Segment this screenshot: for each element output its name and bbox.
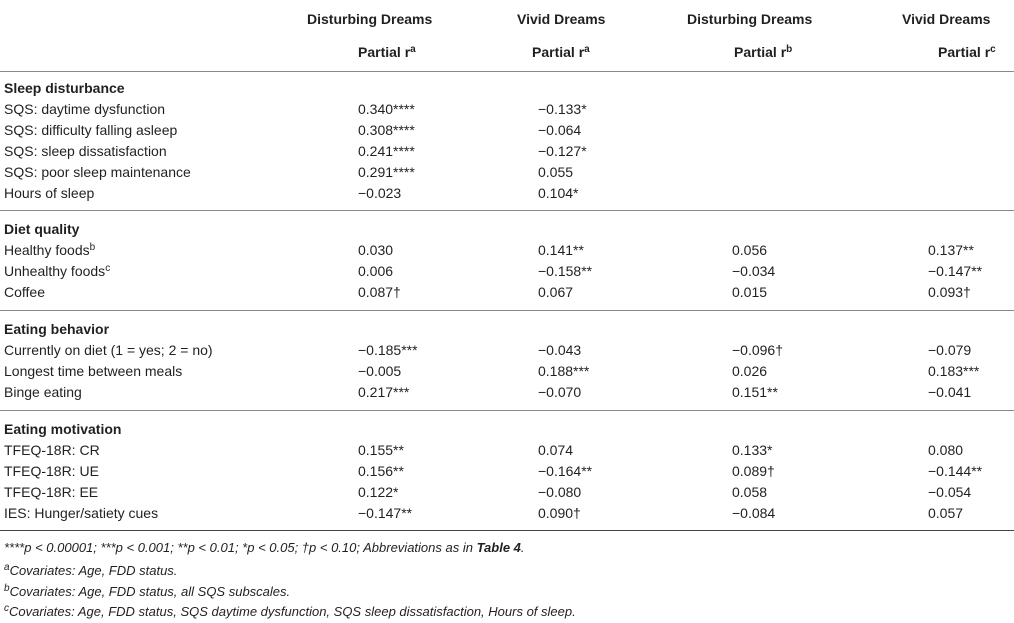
- cell-col3: 0.089†: [732, 463, 775, 479]
- cell-col2: −0.164**: [538, 463, 593, 479]
- header-col1-sub-text: Partial r: [358, 44, 411, 60]
- header-col3-sub-text: Partial r: [734, 44, 787, 60]
- row-label: IES: Hunger/satiety cues: [4, 505, 159, 521]
- table-bottom-rule: [0, 530, 1014, 531]
- cell-col4: 0.080: [928, 442, 964, 458]
- footnote-b-mark: b: [4, 583, 10, 594]
- cell-col1: 0.291****: [358, 164, 415, 180]
- footnote-a-text: Covariates: Age, FDD status.: [9, 563, 178, 578]
- cell-col4: −0.041: [928, 384, 972, 400]
- row-label: Hours of sleep: [4, 185, 95, 201]
- cell-col4: −0.147**: [928, 263, 983, 279]
- cell-col1: −0.147**: [358, 505, 413, 521]
- cell-col1: 0.155**: [358, 442, 404, 458]
- cell-col2: 0.141**: [538, 242, 584, 258]
- cell-col4: 0.093†: [928, 284, 971, 300]
- row-label: TFEQ-18R: CR: [4, 442, 100, 458]
- section-title-row: [0, 319, 1014, 340]
- table-row: [0, 440, 1014, 461]
- footnote-period: .: [520, 540, 525, 555]
- header-col1-sub: [358, 44, 416, 60]
- cell-col3: 0.133*: [732, 442, 773, 458]
- table-row: [0, 382, 1014, 403]
- section-divider: [0, 310, 1014, 311]
- header-col3-sub: [734, 44, 792, 60]
- footnote-c: [4, 603, 576, 621]
- footnote-table-ref: Table 4: [476, 540, 521, 555]
- row-label: TFEQ-18R: UE: [4, 463, 99, 479]
- section-title: Sleep disturbance: [4, 80, 125, 96]
- row-label: [4, 240, 95, 261]
- cell-col2: −0.127*: [538, 143, 587, 159]
- section-title: Diet quality: [4, 221, 80, 237]
- cell-col3: 0.026: [732, 363, 768, 379]
- footnote-c-text: Covariates: Age, FDD status, SQS daytime dysfunction, SQS sleep dissatisfaction, Hours of sleep.: [9, 604, 576, 619]
- header-divider: [0, 71, 1014, 72]
- cell-col3: 0.015: [732, 284, 768, 300]
- row-label: Coffee: [4, 284, 45, 300]
- table-row: [0, 282, 1014, 303]
- section-title-row: [0, 78, 1014, 99]
- row-label: Longest time between meals: [4, 363, 183, 379]
- row-label: Currently on diet (1 = yes; 2 = no): [4, 342, 213, 358]
- row-label: TFEQ-18R: EE: [4, 484, 99, 500]
- header-col2-sub: [532, 44, 590, 60]
- cell-col2: 0.104*: [538, 185, 579, 201]
- cell-col4: −0.144**: [928, 463, 983, 479]
- header-col4-sub-text: Partial r: [938, 44, 991, 60]
- cell-col4: 0.057: [928, 505, 964, 521]
- header-col4-sub: [938, 44, 996, 60]
- cell-col3: −0.084: [732, 505, 776, 521]
- header-col2-sup: a: [584, 44, 590, 55]
- cell-col3: 0.058: [732, 484, 768, 500]
- cell-col1: 0.122*: [358, 484, 399, 500]
- cell-col1: 0.217***: [358, 384, 410, 400]
- section-title: Eating behavior: [4, 321, 110, 337]
- footnote-a-mark: a: [4, 562, 10, 573]
- row-label-text: Healthy foods: [4, 242, 90, 258]
- cell-col1: 0.156**: [358, 463, 404, 479]
- cell-col1: 0.087†: [358, 284, 401, 300]
- footnote-a: [4, 562, 177, 580]
- footnote-b: [4, 583, 290, 601]
- table-row: [0, 340, 1014, 361]
- section-title-row: [0, 419, 1014, 440]
- header-col2-sub-text: Partial r: [532, 44, 585, 60]
- cell-col3: 0.056: [732, 242, 768, 258]
- footnote-significance: [4, 539, 525, 557]
- row-label-sup: b: [89, 242, 96, 253]
- header-col1-title: Disturbing Dreams: [307, 11, 433, 27]
- row-label-text: Unhealthy foods: [4, 263, 106, 279]
- footnote-b-text: Covariates: Age, FDD status, all SQS subscales.: [9, 584, 291, 599]
- section-divider: [0, 210, 1014, 211]
- section-title-row: [0, 219, 1014, 240]
- table-row: [0, 461, 1014, 482]
- row-label: SQS: sleep dissatisfaction: [4, 143, 167, 159]
- header-col3-sup: b: [786, 44, 793, 55]
- cell-col1: 0.006: [358, 263, 394, 279]
- cell-col3: 0.151**: [732, 384, 778, 400]
- row-label: Binge eating: [4, 384, 82, 400]
- cell-col2: −0.064: [538, 122, 582, 138]
- cell-col3: −0.096†: [732, 342, 783, 358]
- table-row: [0, 99, 1014, 120]
- row-label: [4, 261, 110, 282]
- cell-col2: −0.133*: [538, 101, 587, 117]
- cell-col2: −0.043: [538, 342, 582, 358]
- cell-col4: −0.054: [928, 484, 972, 500]
- section-title: Eating motivation: [4, 421, 122, 437]
- table-row: [0, 361, 1014, 382]
- cell-col2: −0.080: [538, 484, 582, 500]
- table-row: [0, 183, 1014, 204]
- cell-col2: 0.055: [538, 164, 574, 180]
- cell-col2: 0.188***: [538, 363, 590, 379]
- cell-col1: −0.185***: [358, 342, 418, 358]
- row-label: SQS: poor sleep maintenance: [4, 164, 191, 180]
- table-row: [0, 162, 1014, 183]
- header-col4-title: Vivid Dreams: [902, 11, 991, 27]
- row-label: SQS: daytime dysfunction: [4, 101, 166, 117]
- cell-col1: −0.023: [358, 185, 402, 201]
- header-col3-title: Disturbing Dreams: [687, 11, 813, 27]
- cell-col3: −0.034: [732, 263, 776, 279]
- table-row: [0, 141, 1014, 162]
- footnote-c-mark: c: [4, 603, 9, 614]
- cell-col4: 0.137**: [928, 242, 974, 258]
- table-row: [0, 120, 1014, 141]
- footnote-significance-text: ****p < 0.00001; ***p < 0.001; **p < 0.01; *p < 0.05; †p < 0.10; Abbreviations as in: [4, 540, 477, 555]
- cell-col1: 0.340****: [358, 101, 415, 117]
- header-col2-title: Vivid Dreams: [517, 11, 606, 27]
- cell-col2: 0.074: [538, 442, 574, 458]
- cell-col2: 0.067: [538, 284, 574, 300]
- section-divider: [0, 410, 1014, 411]
- cell-col1: −0.005: [358, 363, 402, 379]
- cell-col1: 0.241****: [358, 143, 415, 159]
- row-label: SQS: difficulty falling asleep: [4, 122, 178, 138]
- cell-col1: 0.030: [358, 242, 394, 258]
- table-row: [0, 261, 1014, 282]
- header-col1-sup: a: [410, 44, 416, 55]
- table-row: [0, 240, 1014, 261]
- cell-col2: −0.070: [538, 384, 582, 400]
- cell-col4: 0.183***: [928, 363, 980, 379]
- cell-col4: −0.079: [928, 342, 972, 358]
- cell-col1: 0.308****: [358, 122, 415, 138]
- cell-col2: −0.158**: [538, 263, 593, 279]
- table-row: [0, 503, 1014, 524]
- header-col4-sup: c: [990, 44, 996, 55]
- row-label-sup: c: [105, 263, 111, 274]
- cell-col2: 0.090†: [538, 505, 581, 521]
- table-row: [0, 482, 1014, 503]
